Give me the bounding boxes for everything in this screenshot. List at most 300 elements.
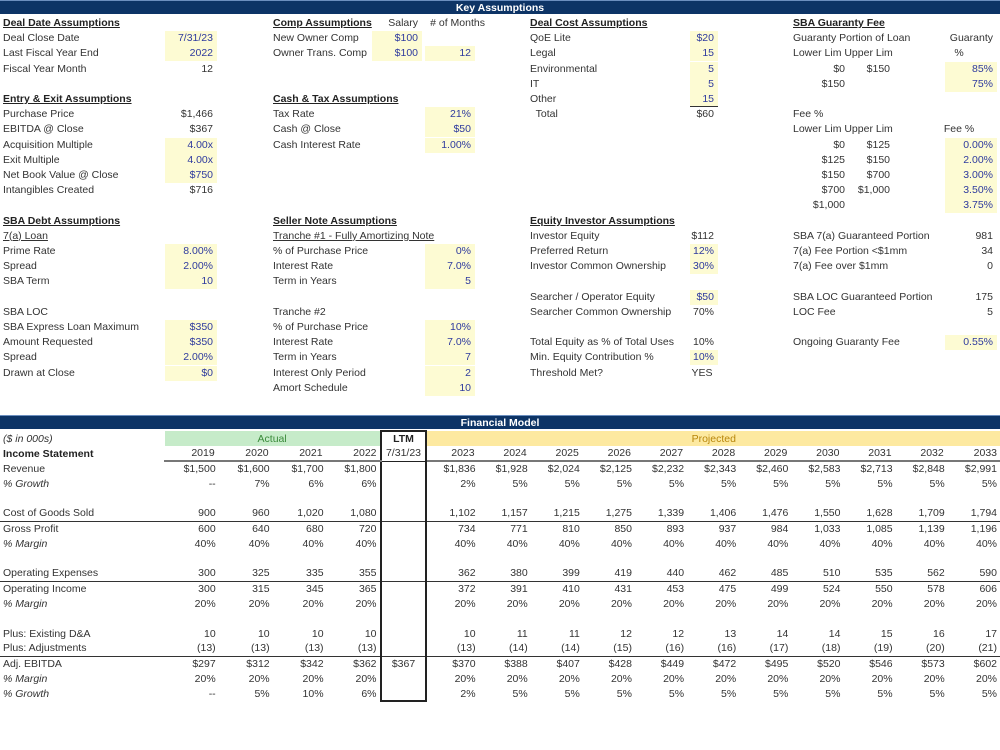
field-label: Owner Trans. Comp	[273, 47, 367, 60]
lower-limit: $700	[821, 184, 845, 197]
field-label: Other	[530, 93, 557, 105]
projected-value: (14)	[509, 642, 528, 655]
actual-value: 345	[273, 581, 327, 596]
projected-value: 20%	[819, 672, 841, 685]
projected-value: 1,085	[843, 521, 895, 536]
projected-value: 20%	[558, 597, 580, 610]
spacer	[791, 611, 843, 626]
lower-limit: $150	[821, 77, 845, 90]
year-header: 2032	[896, 446, 948, 461]
field-label: Prime Rate	[3, 245, 56, 257]
field-value: 5	[987, 305, 993, 318]
actual-value: 640	[219, 521, 273, 536]
field-value[interactable]: 3.00%	[945, 168, 997, 183]
projected-value: 5%	[981, 687, 997, 700]
year-header: 2029	[739, 446, 791, 461]
spacer	[948, 491, 1000, 506]
projected-value: 810	[531, 521, 583, 536]
projected-value: 5%	[877, 687, 893, 700]
projected-value: 40%	[506, 537, 528, 550]
spacer	[479, 491, 531, 506]
projected-value: 20%	[871, 597, 893, 610]
field-value: 34	[981, 245, 993, 257]
field-label: Term in Years	[273, 351, 337, 364]
spacer	[739, 491, 791, 506]
spacer	[273, 491, 327, 506]
field-value: $112	[691, 229, 714, 242]
spacer	[739, 551, 791, 566]
projected-value: 524	[791, 581, 843, 596]
projected-value: 5%	[616, 477, 632, 490]
year-header: 2028	[687, 446, 739, 461]
field-value[interactable]: 2	[425, 366, 475, 381]
projected-value: 1,157	[501, 507, 528, 520]
actual-value: 7%	[254, 477, 270, 490]
field-value: Guaranty	[949, 32, 993, 45]
year-header: 2024	[479, 446, 531, 461]
field-value[interactable]: $750	[165, 168, 217, 183]
field-label: % of Purchase Price	[273, 245, 369, 257]
upper-limit: $150	[866, 62, 890, 75]
field-label: Lower Lim Upper Lim	[793, 123, 893, 136]
row-label: Cost of Goods Sold	[3, 507, 95, 520]
projected-value: $2,583	[808, 463, 841, 475]
field-value[interactable]: 3.50%	[945, 183, 997, 198]
year-header: 2033	[948, 446, 1000, 461]
projected-value: 20%	[454, 672, 476, 685]
field-value[interactable]: 10	[165, 274, 217, 289]
field-value: 10%	[692, 336, 714, 349]
field-value: 70%	[692, 305, 714, 318]
field-label: Min. Equity Contribution %	[530, 351, 654, 364]
projected-value: 893	[635, 521, 687, 536]
field-label: SBA 7(a) Guaranteed Portion	[793, 229, 930, 242]
spacer	[426, 491, 478, 506]
projected-value: 11	[568, 627, 580, 640]
projected-value: 11	[516, 627, 528, 640]
lower-limit: $125	[821, 153, 845, 166]
projected-value: 5%	[616, 687, 632, 700]
year-header: 2022	[327, 446, 381, 461]
actual-value: 40%	[302, 537, 324, 550]
projected-value: 20%	[715, 597, 737, 610]
ltm-value	[381, 641, 427, 656]
projected-value: (16)	[717, 642, 737, 655]
field-value[interactable]: $350	[165, 335, 217, 350]
projected-value: 1,215	[553, 507, 580, 520]
actual-value: 20%	[355, 672, 377, 685]
upper-limit: $125	[866, 138, 890, 151]
row-label: Operating Income	[0, 581, 165, 596]
spacer	[791, 551, 843, 566]
actual-value: $1,700	[291, 463, 324, 475]
projected-value: 5%	[512, 477, 528, 490]
spacer	[791, 491, 843, 506]
field-value: $716	[189, 184, 213, 197]
spacer	[426, 611, 478, 626]
projected-value: 40%	[819, 537, 841, 550]
field-label: Tax Rate	[273, 108, 315, 121]
projected-value: 535	[875, 567, 893, 580]
actual-value: $1,800	[344, 463, 377, 475]
projected-value: 20%	[506, 597, 528, 610]
field-value[interactable]: 0%	[425, 244, 475, 259]
field-label: Last Fiscal Year End	[3, 47, 99, 60]
projected-value: 475	[687, 581, 739, 596]
projected-value: 40%	[767, 537, 789, 550]
field-label: Fee %	[793, 108, 824, 121]
year-header: 2027	[635, 446, 687, 461]
field-value[interactable]: 5	[690, 62, 718, 77]
spacer	[165, 551, 219, 566]
field-value[interactable]: 21%	[425, 107, 475, 122]
table-row	[0, 491, 1000, 506]
field-label: Term in Years	[273, 275, 337, 288]
projected-value: 20%	[767, 597, 789, 610]
field-label: 7(a) Loan	[3, 229, 48, 242]
actual-value: 6%	[308, 477, 324, 490]
projected-value: 40%	[923, 537, 945, 550]
projected-value: $495	[739, 656, 791, 671]
actual-value: 40%	[355, 537, 377, 550]
spacer	[219, 491, 273, 506]
income-statement-table	[0, 430, 1000, 702]
field-label: Guaranty Portion of Loan	[793, 32, 911, 45]
projected-value: 5%	[773, 687, 789, 700]
projected-value: 20%	[610, 672, 632, 685]
field-label: Interest Only Period	[273, 366, 366, 379]
row-label: Adj. EBITDA	[0, 656, 165, 671]
projected-value: 20%	[506, 672, 528, 685]
projected-value: 1,033	[791, 521, 843, 536]
field-value[interactable]: $50	[690, 290, 718, 305]
actual-value: 355	[358, 567, 377, 580]
field-value[interactable]: 0.55%	[945, 335, 997, 350]
projected-value: $407	[531, 656, 583, 671]
projected-value: 606	[948, 581, 1000, 596]
projected-value: 13	[724, 627, 737, 640]
field-label: Searcher Common Ownership	[530, 305, 672, 318]
projected-value: (21)	[978, 642, 997, 655]
actual-value: 315	[219, 581, 273, 596]
field-label: Net Book Value @ Close	[3, 169, 119, 181]
field-value[interactable]: 4.00x	[165, 153, 217, 168]
ltm-value	[381, 566, 427, 581]
projected-value: 12	[672, 627, 685, 640]
projected-value: 550	[843, 581, 895, 596]
projected-value: 20%	[819, 597, 841, 610]
field-value[interactable]: 30%	[690, 259, 718, 274]
field-value[interactable]: 8.00%	[165, 244, 217, 259]
field-label: Amort Schedule	[273, 381, 348, 394]
ltm-value: $367	[381, 656, 427, 671]
projected-value: 40%	[663, 537, 685, 550]
actual-value: 365	[327, 581, 381, 596]
actual-value: 20%	[248, 597, 270, 610]
projected-value: 16	[933, 627, 945, 640]
entry-exit-title: Entry & Exit Assumptions	[3, 93, 132, 105]
field-value[interactable]: 5	[690, 77, 718, 92]
key-assumptions-header: Key Assumptions	[0, 0, 1000, 14]
projected-value: 578	[896, 581, 948, 596]
field-value[interactable]: 2.00%	[945, 153, 997, 168]
projected-value: 5%	[668, 477, 685, 490]
projected-value: 5%	[981, 477, 997, 490]
sba-debt-title: SBA Debt Assumptions	[3, 214, 121, 227]
field-label: Total	[530, 108, 558, 121]
year-header: 2025	[531, 446, 583, 461]
actual-value: 680	[273, 521, 327, 536]
ltm-value	[381, 686, 427, 701]
spacer	[0, 551, 165, 566]
field-label: % of Purchase Price	[273, 321, 369, 333]
projected-value: (16)	[665, 642, 685, 655]
lower-limit: $1,000	[812, 199, 845, 212]
spacer	[635, 611, 687, 626]
spacer	[843, 551, 895, 566]
year-header: 2019	[165, 446, 219, 461]
projected-value: 5%	[929, 477, 945, 490]
projected-value: 20%	[663, 672, 685, 685]
row-label: % Growth	[3, 687, 50, 700]
field-value[interactable]: $50	[425, 122, 475, 137]
field-value[interactable]: 7/31/23	[165, 31, 217, 46]
sba-guaranty-fee-title: SBA Guaranty Fee	[793, 17, 885, 29]
field-label: 7(a) Fee Portion <$1mm	[793, 245, 908, 257]
projected-value: 5%	[773, 477, 789, 490]
projected-value: 510	[822, 567, 841, 580]
projected-value: 5%	[877, 477, 893, 490]
field-label: Interest Rate	[273, 336, 334, 349]
projected-value: 734	[426, 521, 478, 536]
field-value[interactable]: 7.0%	[425, 335, 475, 350]
lower-limit: $0	[833, 62, 845, 75]
table-row	[0, 476, 1000, 491]
spacer	[843, 491, 895, 506]
field-value[interactable]: 10%	[690, 350, 718, 365]
spacer	[165, 611, 219, 626]
projected-value: $1,928	[495, 463, 528, 475]
field-label: Tranche #1 - Fully Amortizing Note	[273, 229, 435, 242]
field-value: Fee %	[943, 123, 975, 136]
projected-value: 5%	[825, 687, 841, 700]
row-label: Plus: Existing D&A	[3, 627, 91, 640]
spacer	[687, 611, 739, 626]
projected-value: 10	[463, 627, 476, 640]
year-header: 2021	[273, 446, 327, 461]
ltm-value	[381, 626, 427, 641]
projected-value: $573	[896, 656, 948, 671]
field-value[interactable]: 5	[425, 274, 475, 289]
field-value[interactable]: 2.00%	[165, 350, 217, 365]
field-value[interactable]: 2022	[165, 46, 217, 61]
projected-value: 1,102	[449, 507, 476, 520]
field-value[interactable]: 85%	[945, 62, 997, 77]
field-label: Interest Rate	[273, 260, 334, 273]
field-value[interactable]: 3.75%	[945, 198, 997, 213]
projected-value: 14	[828, 627, 841, 640]
projected-value: 40%	[610, 537, 632, 550]
projected-value: 20%	[923, 597, 945, 610]
projected-value: 1,628	[866, 507, 893, 520]
actual-value: 300	[198, 567, 216, 580]
ltm-cell	[381, 491, 427, 506]
spacer	[327, 491, 381, 506]
field-label: EBITDA @ Close	[3, 123, 84, 136]
field-value[interactable]: 2.00%	[165, 259, 217, 274]
projected-value: (18)	[821, 642, 841, 655]
spacer	[531, 611, 583, 626]
projected-value: 562	[927, 567, 945, 580]
projected-value: 17	[985, 627, 997, 640]
table-row	[0, 641, 1000, 656]
spacer	[273, 551, 327, 566]
field-value[interactable]: 7	[425, 350, 475, 365]
actual-value: (13)	[304, 642, 324, 655]
field-value[interactable]: 10	[425, 381, 475, 396]
salary-input[interactable]: $100	[372, 46, 422, 61]
projected-value: 1,275	[605, 507, 632, 520]
spacer	[0, 491, 165, 506]
field-label: SBA LOC Guaranteed Portion	[793, 290, 933, 303]
field-label: Deal Close Date	[3, 32, 80, 45]
field-value[interactable]: 4.00x	[165, 138, 217, 153]
projected-value: 380	[510, 567, 528, 580]
table-row	[0, 506, 1000, 521]
actual-value: $312	[219, 656, 273, 671]
ltm-value	[381, 461, 427, 476]
field-value[interactable]: 15	[690, 46, 718, 61]
projected-value: 850	[583, 521, 635, 536]
row-label: Revenue	[3, 462, 46, 475]
field-label: Ongoing Guaranty Fee	[793, 336, 900, 349]
field-value[interactable]: 7.0%	[425, 259, 475, 274]
actual-value: 20%	[194, 672, 216, 685]
field-value[interactable]: 0.00%	[945, 138, 997, 153]
projected-value: (19)	[873, 642, 893, 655]
projected-value: 15	[880, 627, 893, 640]
year-header: 2031	[843, 446, 895, 461]
seller-note-title: Seller Note Assumptions	[273, 214, 397, 227]
projected-value: 40%	[558, 537, 580, 550]
field-label: Spread	[3, 351, 37, 364]
projected-value: 5%	[512, 687, 528, 700]
field-label: New Owner Comp	[273, 32, 359, 45]
actual-value: (13)	[250, 642, 270, 655]
actual-value: $297	[165, 656, 219, 671]
spacer	[896, 491, 948, 506]
spacer	[948, 611, 1000, 626]
projected-value: $428	[583, 656, 635, 671]
field-label: Drawn at Close	[3, 366, 75, 379]
spacer	[948, 551, 1000, 566]
field-value[interactable]: $350	[165, 320, 217, 335]
ltm-value	[381, 596, 427, 611]
projected-value: 20%	[715, 672, 737, 685]
deal-date-title: Deal Date Assumptions	[3, 17, 120, 29]
projected-value: (14)	[561, 642, 580, 655]
projected-value: 20%	[923, 672, 945, 685]
field-value[interactable]: $20	[690, 31, 718, 46]
projected-value: 362	[458, 567, 476, 580]
year-header: 2023	[426, 446, 478, 461]
projected-value: 20%	[975, 597, 997, 610]
projected-value: 14	[776, 627, 789, 640]
projected-value: $1,836	[443, 463, 476, 475]
actual-value: 325	[252, 567, 270, 580]
field-value[interactable]: 1.00%	[425, 138, 475, 153]
actual-value: (13)	[197, 642, 216, 655]
field-label: SBA LOC	[3, 305, 48, 318]
actual-value: 10	[257, 627, 270, 640]
projected-value: $2,125	[599, 463, 632, 475]
field-value[interactable]: 12%	[690, 244, 718, 259]
projected-value: (20)	[926, 642, 945, 655]
actual-value: 720	[327, 521, 381, 536]
projected-value: 1,406	[709, 507, 737, 520]
projected-value: $472	[687, 656, 739, 671]
ltm-value	[381, 506, 427, 521]
field-label: Legal	[530, 47, 556, 60]
row-label: % Margin	[3, 537, 48, 550]
row-label: Plus: Adjustments	[3, 642, 87, 655]
comp-assumptions-title: Comp Assumptions	[273, 17, 372, 29]
months-input[interactable]: 12	[425, 46, 475, 61]
projected-value: 20%	[610, 597, 632, 610]
projected-value: 1,139	[896, 521, 948, 536]
spacer	[896, 551, 948, 566]
deal-cost-title: Deal Cost Assumptions	[530, 17, 648, 29]
spacer	[327, 611, 381, 626]
actual-value: --	[208, 687, 216, 700]
projected-value: 5%	[668, 687, 685, 700]
row-label: % Growth	[3, 477, 50, 490]
table-row	[0, 596, 1000, 611]
actual-value: 1,020	[297, 507, 324, 520]
projected-value: $2,991	[964, 463, 997, 475]
field-value[interactable]: 15	[690, 92, 718, 107]
field-value: %	[954, 47, 964, 60]
field-label: QoE Lite	[530, 32, 571, 45]
spacer	[0, 611, 165, 626]
actual-value: $342	[273, 656, 327, 671]
actual-value: 10	[204, 627, 216, 640]
projected-value: 1,550	[814, 507, 841, 520]
field-label: SBA Term	[3, 275, 50, 288]
projected-value: 40%	[454, 537, 476, 550]
projected-value: 1,476	[762, 507, 789, 520]
section-label: Income Statement	[3, 447, 94, 460]
field-value: 981	[975, 229, 993, 242]
spacer	[531, 491, 583, 506]
spacer	[583, 611, 635, 626]
projected-value: 20%	[663, 597, 685, 610]
spacer	[219, 551, 273, 566]
projected-value: 419	[614, 567, 632, 580]
salary-input[interactable]: $100	[372, 31, 422, 46]
projected-value: 20%	[767, 672, 789, 685]
projected-value: 440	[666, 567, 685, 580]
field-value[interactable]: $0	[165, 366, 217, 381]
projected-value: 40%	[715, 537, 737, 550]
projected-value: $388	[479, 656, 531, 671]
projected-value: $370	[426, 656, 478, 671]
actual-value: 20%	[302, 597, 324, 610]
actual-value: 20%	[248, 672, 270, 685]
equity-title: Equity Investor Assumptions	[530, 214, 675, 227]
field-value[interactable]: 75%	[945, 77, 997, 92]
field-value[interactable]: 10%	[425, 320, 475, 335]
